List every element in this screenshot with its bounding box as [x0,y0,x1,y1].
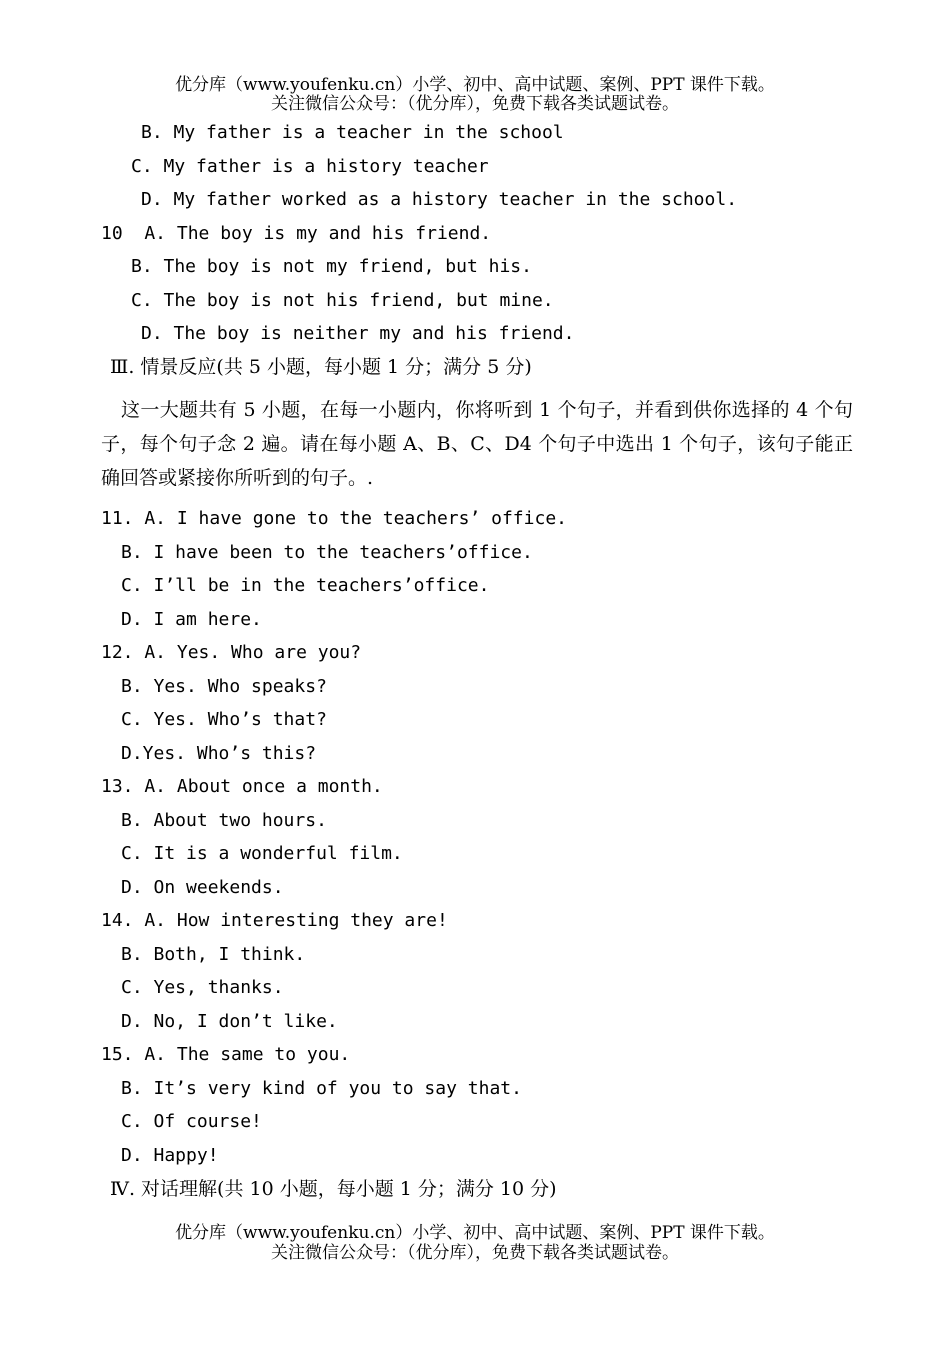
q9-option-c: C. My father is a history teacher [131,156,489,177]
q11-option-c: C. I’ll be in the teachers’office. [121,575,490,596]
q9-option-d: D. My father worked as a history teacher in the school. [141,189,738,210]
q11-option-d: D. I am here. [121,609,262,630]
q15-option-b: B. It’s very kind of you to say that. [121,1078,522,1099]
q13-option-b: B. About two hours. [121,810,327,831]
header-line-1: 优分库（www.youfenku.cn）小学、初中、高中试题、案例、PPT 课件下载。 [175,75,775,95]
q9-option-b: B. My father is a teacher in the school [141,122,564,143]
q10-option-a: 10 A. The boy is my and his friend. [101,223,492,244]
section-3-instructions: 这一大题共有 5 小题，在每一小题内，你将听到 1 个句子，并看到供你选择的 4 个句子，每个句子念 2 遍。请在每小题 A、B、C、D4 个句子中选出 1 个句子，该句子能正确回答或紧接你所听到的句子。. [101,399,853,489]
q15-option-c: C. Of course! [121,1111,262,1132]
header-line-2: 关注微信公众号：（优分库），免费下载各类试题试卷。 [271,94,679,114]
q11-option-a: 11. A. I have gone to the teachers’ office. [101,508,567,529]
q15-option-d: D. Happy! [121,1145,219,1166]
section-3-title: Ⅲ. 情景反应(共 5 小题，每小题 1 分；满分 5 分) [110,356,532,378]
footer-line-1: 优分库（www.youfenku.cn）小学、初中、高中试题、案例、PPT 课件下载。 [175,1223,775,1243]
q10-option-b: B. The boy is not my friend, but his. [131,256,532,277]
q12-option-d: D.Yes. Who’s this? [121,743,317,764]
q10-option-c: C. The boy is not his friend, but mine. [131,290,554,311]
q12-option-b: B. Yes. Who speaks? [121,676,327,697]
q10-option-d: D. The boy is neither my and his friend. [141,323,575,344]
q11-option-b: B. I have been to the teachers’office. [121,542,533,563]
q13-option-c: C. It is a wonderful film. [121,843,403,864]
q14-option-d: D. No, I don’t like. [121,1011,338,1032]
q13-option-a: 13. A. About once a month. [101,776,383,797]
q14-option-a: 14. A. How interesting they are! [101,910,448,931]
footer-line-2: 关注微信公众号：（优分库），免费下载各类试题试卷。 [271,1243,679,1263]
q12-option-a: 12. A. Yes. Who are you? [101,642,362,663]
q13-option-d: D. On weekends. [121,877,284,898]
q14-option-b: B. Both, I think. [121,944,306,965]
q12-option-c: C. Yes. Who’s that? [121,709,327,730]
q15-option-a: 15. A. The same to you. [101,1044,351,1065]
section-4-title: Ⅳ. 对话理解(共 10 小题，每小题 1 分；满分 10 分) [110,1178,557,1200]
q14-option-c: C. Yes, thanks. [121,977,284,998]
